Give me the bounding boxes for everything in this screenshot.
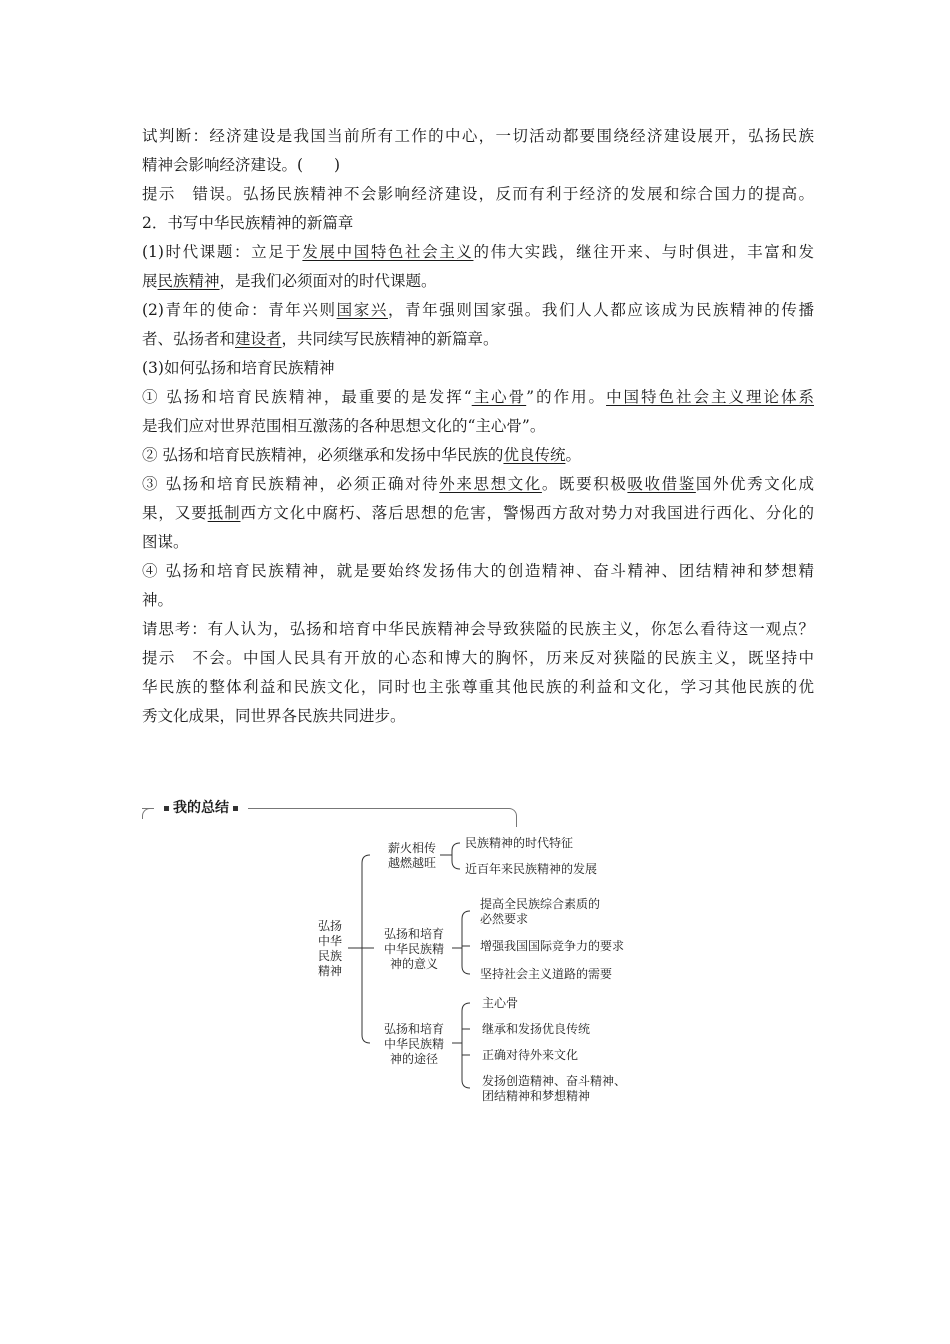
branch-item: 继承和发扬优良传统	[482, 1022, 591, 1036]
branch-item: 坚持社会主义道路的需要	[480, 967, 613, 981]
summary-header	[142, 797, 520, 827]
square-bullet-icon	[233, 806, 238, 811]
branch-label-line: 神的意义	[389, 957, 439, 971]
branch-item: 近百年来民族精神的发展	[465, 862, 598, 876]
branch-label-line: 中华民族精	[383, 1037, 445, 1051]
branch-item: 发扬创造精神、奋斗精神、	[482, 1074, 627, 1088]
point-1-line-1: ① 弘扬和培育民族精神，最重要的是发挥“主心骨”的作用。中国特色社会主义理论体系	[142, 388, 814, 406]
square-bullet-icon	[164, 806, 169, 811]
branch-label-line: 弘扬和培育	[383, 1022, 445, 1036]
point-3-line-3: 图谋。	[142, 533, 189, 551]
root-line-2: 中华	[317, 934, 343, 948]
branch-item: 主心骨	[482, 996, 519, 1010]
branch-item: 正确对待外来文化	[482, 1048, 579, 1062]
judgment-line-1: 试判断：经济建设是我国当前所有工作的中心，一切活动都要围绕经济建设展开，弘扬民族	[142, 127, 814, 145]
point-3-line-1: ③ 弘扬和培育民族精神，必须正确对待外来思想文化。既要积极吸收借鉴国外优秀文化成	[142, 475, 814, 493]
point-4-line-1: ④ 弘扬和培育民族精神，就是要始终发扬伟大的创造精神、奋斗精神、团结精神和梦想精	[142, 562, 814, 580]
branch-significance	[384, 896, 624, 981]
answer-line-3: 秀文化成果，同世界各民族共同进步。	[142, 707, 406, 725]
mind-map-connectors	[348, 843, 470, 1088]
branch-item: 增强我国国际竞争力的要求	[480, 939, 625, 953]
point-3-line-2: 果，又要抵制西方文化中腐朽、落后思想的危害，警惕西方敌对势力对我国进行西化、分化的	[142, 504, 814, 522]
hint-line: 提示 错误。弘扬民族精神不会影响经济建设，反而有利于经济的发展和综合国力的提高。	[142, 185, 814, 203]
summary-frame-corner	[142, 808, 151, 819]
branch-item: 民族精神的时代特征	[465, 836, 574, 850]
branch-label-line: 弘扬和培育	[383, 927, 445, 941]
youth-mission-line-1: (2)青年的使命：青年兴则国家兴，青年强则国家强。我们人人都应该成为民族精神的传播	[142, 301, 814, 319]
era-topic-line-2: 展民族精神，是我们必须面对的时代课题。	[142, 272, 437, 290]
how-to-heading: (3)如何弘扬和培育民族精神	[142, 359, 335, 377]
point-4-line-2: 神。	[142, 591, 174, 609]
root-line-1: 弘扬	[317, 919, 343, 933]
point-2-line: ② 弘扬和培育民族精神，必须继承和发扬中华民族的优良传统。	[142, 446, 581, 464]
branch-item: 团结精神和梦想精神	[482, 1089, 591, 1103]
branch-label-line: 越燃越旺	[387, 856, 437, 870]
root-line-3: 民族	[317, 949, 343, 963]
branch-approach	[384, 996, 626, 1103]
judgment-line-2: 精神会影响经济建设。( )	[142, 156, 341, 174]
document-body	[142, 122, 814, 731]
answer-line-2: 华民族的整体利益和民族文化，同时也主张尊重其他民族的利益和文化，学习其他民族的优	[142, 678, 814, 696]
mind-map-root	[318, 918, 342, 978]
question-line: 请思考：有人认为，弘扬和培育中华民族精神会导致狭隘的民族主义，你怎么看待这一观点？	[142, 620, 814, 638]
branch-heritage	[388, 835, 597, 876]
answer-line-1: 提示 不会。中国人民具有开放的心态和博大的胸怀，历来反对狭隘的民族主义，既坚持中	[142, 649, 814, 667]
youth-mission-line-2: 者、弘扬者和建设者，共同续写民族精神的新篇章。	[142, 330, 499, 348]
summary-title: 我的总结	[154, 797, 248, 819]
point-1-line-2: 是我们应对世界范围相互激荡的各种思想文化的“主心骨”。	[142, 417, 546, 435]
era-topic-line-1: (1)时代课题：立足于发展中国特色社会主义的伟大实践，继往开来、与时俱进，丰富和发	[142, 243, 814, 261]
branch-item: 提高全民族综合素质的	[480, 897, 601, 911]
branch-label-line: 中华民族精	[383, 942, 445, 956]
branch-label-line: 薪火相传	[387, 841, 437, 855]
root-line-4: 精神	[317, 964, 343, 978]
branch-label-line: 神的途径	[389, 1052, 439, 1066]
branch-item: 必然要求	[480, 912, 529, 926]
section-heading-2: 2．书写中华民族精神的新篇章	[142, 214, 354, 232]
